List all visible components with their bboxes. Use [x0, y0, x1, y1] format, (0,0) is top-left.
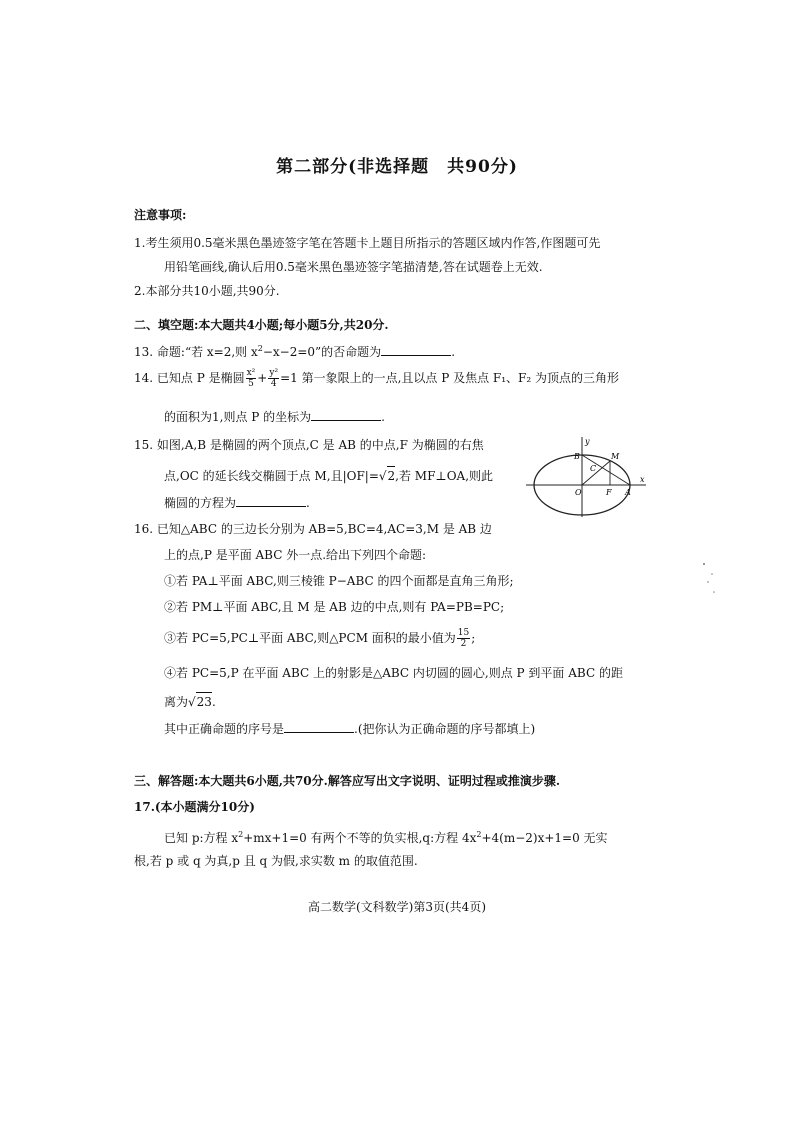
q13-text-a: 13. 命题:“若 x=2,则 x — [134, 345, 258, 359]
q17-sup-1: 2 — [238, 830, 244, 839]
question-16-proposition-1: ①若 PA⊥平面 ABC,则三棱锥 P−ABC 的四个面都是直角三角形; — [164, 574, 514, 588]
question-16-ask — [164, 720, 535, 738]
question-15-line-1: 15. 如图,A,B 是椭圆的两个顶点,C 是 AB 的中点,F 为椭圆的右焦 — [134, 438, 484, 452]
q14-frac2-den: 4 — [270, 379, 277, 389]
label-b: B — [574, 452, 580, 461]
q17-text-a: 已知 p:方程 x — [164, 831, 239, 845]
scan-speck — [700, 560, 724, 600]
label-o: O — [575, 488, 582, 497]
q16-ask-a: 其中正确命题的序号是 — [164, 722, 285, 736]
question-14-line-2 — [164, 408, 385, 426]
label-x: x — [640, 475, 645, 484]
question-16-proposition-4-line-1: ④若 PC=5,P 在平面 ABC 上的射影是△ABC 内切圆的圆心,则点 P 到平面 ABC 的距 — [164, 666, 623, 680]
label-a: A — [625, 488, 631, 497]
q14-text-l2: 的面积为1,则点 P 的坐标为 — [164, 410, 312, 424]
q15-answer-blank — [236, 494, 306, 507]
q17-text-c: +4(m−2)x+1=0 无实 — [481, 831, 608, 845]
notes-heading: 注意事项: — [134, 208, 187, 222]
question-16-proposition-3 — [164, 628, 475, 649]
question-15-line-2: 点,OC 的延长线交椭圆于点 M,且|OF|=√2,若 MF⊥OA,则此 — [164, 466, 493, 485]
q14-fraction-y — [268, 368, 279, 389]
q14-frac1-den: 5 — [248, 379, 254, 389]
q14-fraction-x — [246, 368, 257, 389]
q16-p4-text: 离为 — [164, 695, 189, 709]
notes-line-2: 用铅笔画线,确认后用0.5毫米黑色墨迹签字笔描清楚,答在试题卷上无效. — [164, 260, 543, 274]
page-footer: 高二数学(文科数学)第3页(共4页) — [308, 900, 486, 914]
q16-ask-b: .(把你认为正确命题的序号都填上) — [354, 722, 536, 736]
q16-p3-num: 15 — [457, 628, 470, 638]
label-y: y — [585, 437, 590, 446]
ellipse-figure — [522, 435, 652, 519]
question-17-heading: 17.(本小题满分10分) — [134, 800, 255, 814]
question-17-line-1 — [164, 826, 608, 847]
q14-frac2-num: y² — [269, 368, 279, 378]
q14-text-b: =1 第一象限上的一点,且以点 P 及焦点 F₁、F₂ 为顶点的三角形 — [280, 371, 619, 385]
q14-end: . — [381, 410, 385, 424]
q15-text-a: 点,OC 的延长线交椭圆于点 M,且|OF|= — [164, 469, 379, 483]
q16-p4-end: . — [211, 695, 216, 709]
q14-answer-blank — [311, 408, 381, 421]
q16-p3-fraction — [457, 628, 470, 649]
q15-text-b: ,若 MF⊥OA,则此 — [395, 469, 494, 483]
q14-plus: + — [257, 371, 268, 385]
q16-p4-sqrt: 23 — [196, 692, 212, 711]
q14-text-a: 14. 已知点 P 是椭圆 — [134, 371, 245, 385]
section-3-heading: 三、解答题:本大题共6小题,共70分.解答应写出文字说明、证明过程或推演步骤. — [134, 774, 561, 788]
question-16-proposition-4-line-2: 离为√23. — [164, 692, 216, 711]
q16-answer-blank — [284, 720, 354, 733]
notes-line-1: 1.考生须用0.5毫米黑色墨迹签字笔在答题卡上题目所指示的答题区域内作答,作图题可先 — [134, 236, 601, 250]
question-16-line-1: 16. 已知△ABC 的三边长分别为 AB=5,BC=4,AC=3,M 是 AB 边 — [134, 522, 492, 536]
label-m: M — [611, 452, 620, 461]
q13-end: . — [451, 345, 456, 359]
question-17-line-2: 根,若 p 或 q 为真,p 且 q 为假,求实数 m 的取值范围. — [134, 854, 418, 868]
q16-p3-end: ; — [471, 631, 476, 645]
q15-sqrt: 2 — [387, 466, 396, 485]
label-c: C — [590, 464, 597, 473]
notes-line-3: 2.本部分共10小题,共90分. — [134, 284, 280, 298]
q13-answer-blank — [381, 343, 451, 356]
q14-frac1-num: x² — [246, 368, 256, 378]
q15-end: . — [306, 496, 310, 510]
label-f: F — [606, 488, 612, 497]
q16-p3-text: ③若 PC=5,PC⊥平面 ABC,则△PCM 面积的最小值为 — [164, 631, 456, 645]
q17-sup-2: 2 — [476, 830, 482, 839]
question-13 — [134, 340, 455, 361]
q15-text-l3: 椭圆的方程为 — [164, 496, 237, 510]
q16-p3-den: 2 — [460, 639, 467, 649]
section-2-heading: 二、填空题:本大题共4小题;每小题5分,共20分. — [134, 318, 389, 332]
question-15-line-3 — [164, 494, 310, 512]
page-title: 第二部分(非选择题 共90分) — [276, 157, 518, 177]
q13-text-b: −x−2=0”的否命题为 — [262, 345, 382, 359]
question-14-line-1 — [134, 368, 619, 389]
question-16-proposition-2: ②若 PM⊥平面 ABC,且 M 是 AB 边的中点,则有 PA=PB=PC; — [164, 600, 505, 614]
q13-sup: 2 — [257, 344, 263, 353]
q17-text-b: +mx+1=0 有两个不等的负实根,q:方程 4x — [243, 831, 477, 845]
question-16-line-2: 上的点,P 是平面 ABC 外一点.给出下列四个命题: — [164, 548, 427, 562]
